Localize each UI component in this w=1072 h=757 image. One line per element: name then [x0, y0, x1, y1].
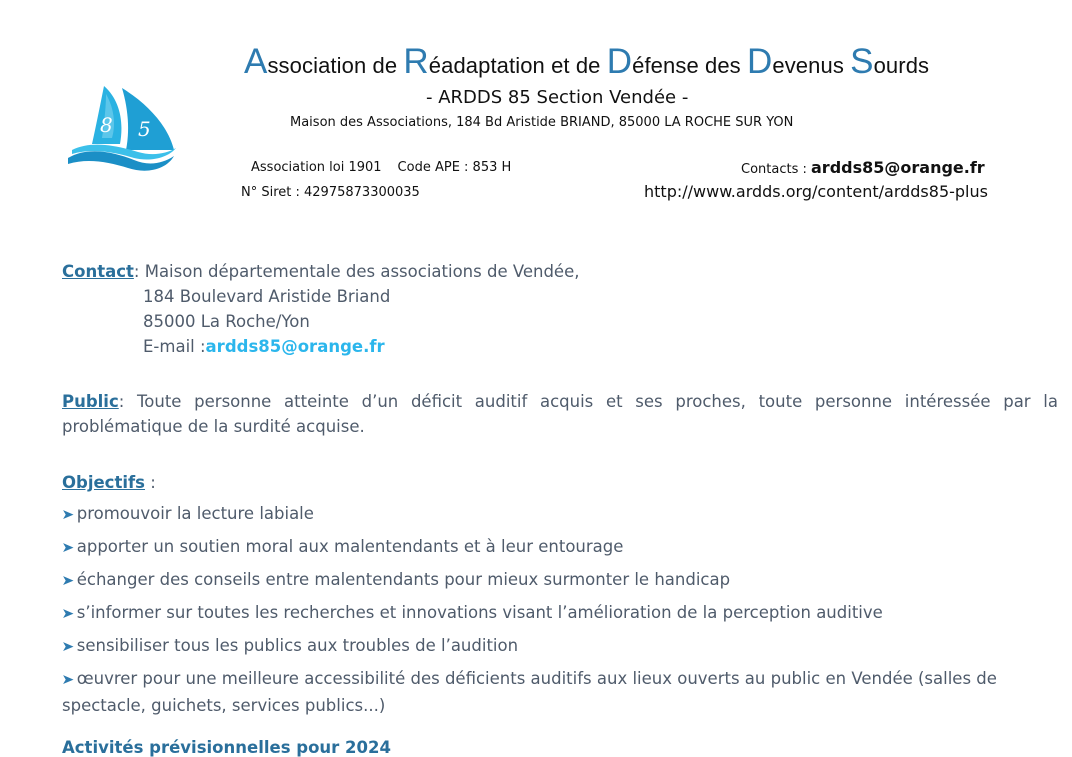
list-item: ➤ sensibiliser tous les publics aux troubles de l’audition [62, 633, 1058, 660]
objectifs-heading: Objectifs [62, 473, 146, 492]
header-contact-email[interactable]: ardds85@orange.fr [811, 158, 985, 177]
contact-email[interactable]: ardds85@orange.fr [205, 337, 385, 356]
contact-email-line: E-mail :ardds85@orange.fr [143, 337, 385, 356]
list-item: ➤ apporter un soutien moral aux malentendants et à leur entourage [62, 534, 1058, 561]
header-address: Maison des Associations, 184 Bd Aristide BRIAND, 85000 LA ROCHE SUR YON [290, 115, 794, 130]
ape-code: Code APE : 853 H [397, 160, 512, 175]
association-law: Association loi 1901 [251, 160, 382, 175]
arrow-bullet-icon: ➤ [61, 540, 75, 556]
public-section [62, 389, 1058, 439]
contact-line-2: 184 Boulevard Aristide Briand [143, 287, 391, 306]
association-legal-info [251, 160, 511, 175]
contact-line-1: Maison départementale des associations de Vendée, [144, 262, 580, 281]
next-heading-cutoff: Activités prévisionnelles pour 2024 [62, 738, 391, 757]
list-item: ➤ échanger des conseils entre malentendants pour mieux surmonter le handicap [62, 567, 1058, 594]
header-contacts: Contacts : ardds85@orange.fr [741, 158, 985, 177]
public-text: : Toute personne atteinte d’un déficit auditif acquis et ses proches, toute personne intéressée par la problématique de la surdité acquise. [62, 392, 1058, 436]
objectifs-list [62, 501, 1058, 719]
section-subtitle: - ARDDS 85 Section Vendée - [426, 87, 689, 108]
public-heading: Public [62, 392, 119, 411]
svg-text:8: 8 [100, 113, 113, 137]
contact-section: Contact: Maison départementale des associations de Vendée, 184 Boulevard Aristide Briand 85000 La Roche/Yon E-mail :ardds85@orange.fr [62, 259, 1058, 359]
arrow-bullet-icon: ➤ [61, 606, 75, 622]
arrow-bullet-icon: ➤ [61, 573, 75, 589]
association-title: Association de Réadaptation et de Défense des Devenus Sourds [244, 42, 930, 81]
arrow-bullet-icon: ➤ [61, 639, 75, 655]
sailboat-icon [62, 78, 182, 178]
arrow-bullet-icon: ➤ [61, 672, 75, 688]
website-link[interactable]: http://www.ardds.org/content/ardds85-plus [644, 182, 988, 201]
list-item: ➤ œuvrer pour une meilleure accessibilité des déficients auditifs aux lieux ouverts au public en Vendée (salles de spectacle, guichets, services publics...) [61, 669, 997, 715]
contact-heading: Contact [62, 262, 134, 281]
objectifs-section: Objectifs : ➤ promouvoir la lecture labiale ➤ apporter un soutien moral aux malentendants et à leur entourage ➤ échanger des conseils entre malentendants pour mieux surmonter le handicap ➤ s’informer sur toutes les recherches et innovations visant l’amélioration de la perception auditive ➤ sensibiliser tous les publics aux troubles de l’audition ➤ œuvrer pour une meilleure accessibilité des déficients auditifs aux lieux ouverts au public en Vendée (salles de spectacle, guichets, services publics...) [62, 470, 1058, 725]
svg-text:5: 5 [138, 117, 151, 141]
ardds-logo [62, 78, 182, 178]
list-item: ➤ promouvoir la lecture labiale [62, 501, 1058, 528]
siret-number: N° Siret : 42975873300035 [241, 185, 420, 200]
contact-line-3: 85000 La Roche/Yon [143, 312, 310, 331]
arrow-bullet-icon: ➤ [61, 507, 75, 523]
list-item: ➤ s’informer sur toutes les recherches et innovations visant l’amélioration de la perception auditive [62, 600, 1058, 627]
